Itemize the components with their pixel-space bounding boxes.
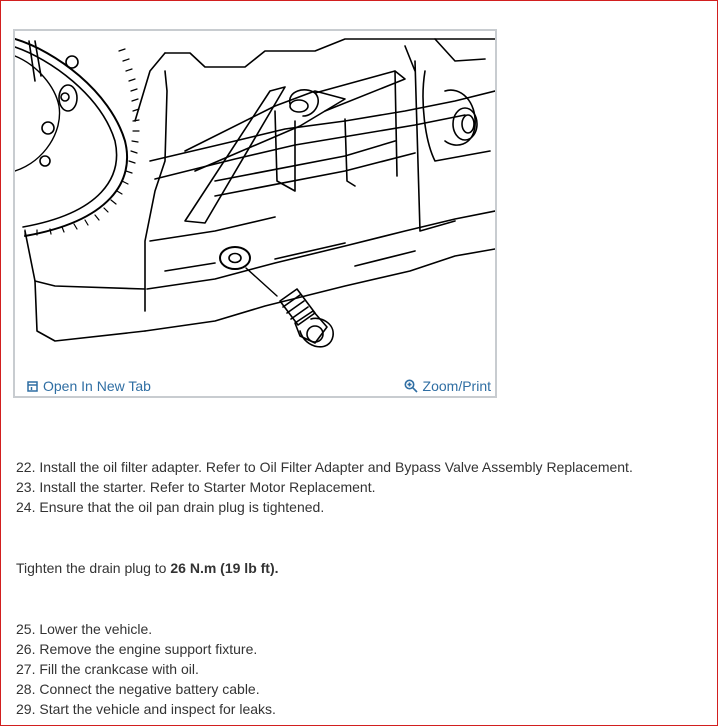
open-in-new-tab-label: Open In New Tab	[43, 378, 151, 394]
figure-container	[13, 29, 497, 398]
step-item: 22. Install the oil filter adapter. Refer to Oil Filter Adapter and Bypass Valve Assembly Replacement.	[16, 459, 633, 475]
zoom-magnifier-icon	[404, 379, 418, 393]
open-in-new-tab-link[interactable]	[27, 378, 151, 394]
step-item: 25. Lower the vehicle.	[16, 621, 153, 637]
torque-value: 26 N.m (19 lb ft).	[170, 560, 279, 576]
steps-list-2	[16, 619, 276, 719]
step-item: 27. Fill the crankcase with oil.	[16, 661, 199, 677]
torque-note-prefix: Tighten the drain plug to	[16, 560, 171, 576]
step-item: 26. Remove the engine support fixture.	[16, 641, 258, 657]
oil-pan-drain-plug-illustration	[15, 31, 495, 373]
torque-note	[16, 558, 279, 578]
open-new-tab-icon	[27, 381, 38, 392]
figure-toolbar	[15, 374, 495, 396]
zoom-print-link[interactable]	[404, 378, 491, 394]
step-item: 24. Ensure that the oil pan drain plug is tightened.	[16, 499, 325, 515]
step-item: 28. Connect the negative battery cable.	[16, 681, 260, 697]
steps-list-1	[16, 457, 633, 517]
zoom-print-label: Zoom/Print	[422, 378, 491, 394]
step-item: 23. Install the starter. Refer to Starter Motor Replacement.	[16, 479, 376, 495]
step-item: 29. Start the vehicle and inspect for leaks.	[16, 701, 276, 717]
